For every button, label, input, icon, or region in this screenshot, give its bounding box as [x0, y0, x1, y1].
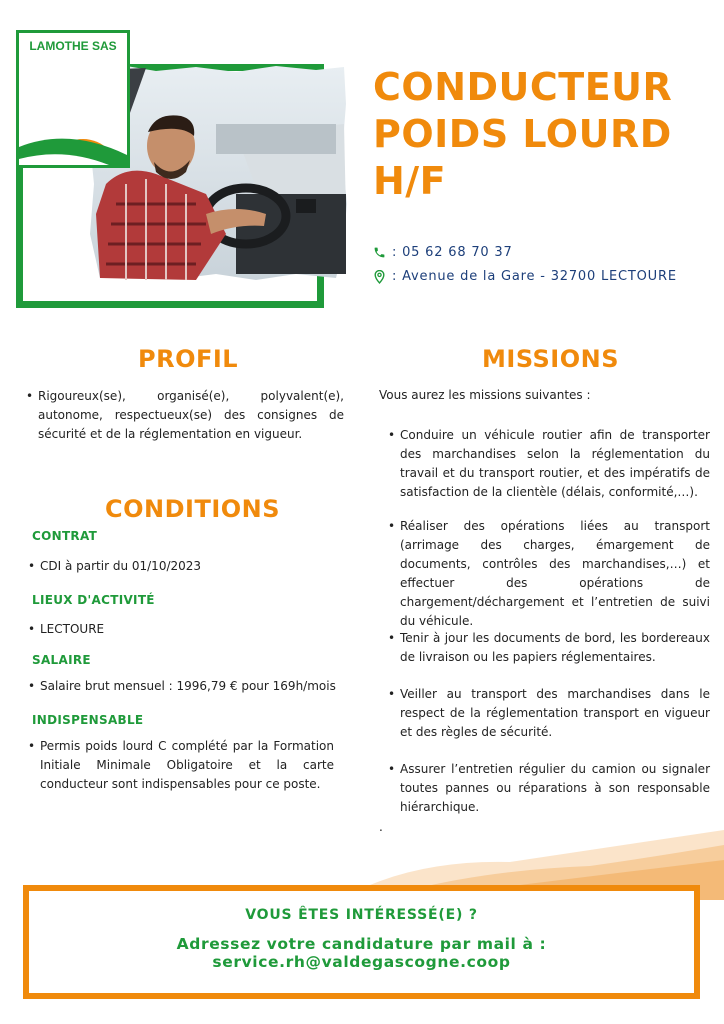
lieux-item: [28, 620, 328, 639]
apply-email-line[interactable]: Adressez votre candidature par mail à : service.rh@valdegascogne.coop: [176, 935, 547, 971]
interest-question: VOUS ÊTES INTÉRESSÉ(E) ?: [245, 907, 478, 923]
mission-item-text: Réaliser des opérations liées au transport (arrimage des charges, émargement de documents, contrôles des marchandises,…) et effectuer des opérations de chargement/déchargement et l’entretien de suivi du véhicule.: [400, 519, 710, 628]
map-pin-icon: [373, 270, 386, 284]
bullet-dot: •: [388, 631, 396, 645]
mission-item-text: Assurer l’entretien régulier du camion ou signaler toutes pannes ou réparations à son responsable hiérarchique.: [400, 762, 710, 814]
conditions-title: CONDITIONS: [105, 495, 281, 523]
mission-item-2: [388, 517, 710, 631]
job-title: [373, 64, 713, 205]
mission-item-1: [388, 426, 710, 502]
indispensable-item-text: Permis poids lourd C complété par la Formation Initiale Minimale Obligatoire et la carte conducteur sont indispensables pour ce poste.: [40, 739, 334, 791]
apply-box: [23, 885, 700, 999]
contrat-item: [28, 557, 328, 576]
mission-item-text: Conduire un véhicule routier afin de transporter des marchandises selon la réglementation du travail et du transport routier, et des impératifs de satisfaction de la clientèle (délais, conformité,…).: [400, 428, 710, 499]
job-title-line-2: POIDS LOURD: [373, 112, 672, 156]
missions-intro: Vous aurez les missions suivantes :: [379, 388, 591, 402]
bullet-dot: •: [28, 739, 36, 753]
mission-item-5: [388, 760, 710, 817]
address-text: : Avenue de la Gare - 32700 LECTOURE: [392, 269, 677, 284]
sunrise-fields-logo-art: [19, 55, 127, 165]
mission-item-4: [388, 685, 710, 742]
indispensable-item: [28, 737, 334, 794]
bullet-dot: •: [388, 687, 396, 701]
company-name: LAMOTHE SAS: [29, 39, 117, 53]
bullet-dot: •: [26, 389, 34, 403]
salaire-label: SALAIRE: [32, 653, 91, 667]
end-mark: .: [379, 820, 383, 834]
profil-title: PROFIL: [138, 345, 239, 373]
lieux-item-text: LECTOURE: [40, 622, 105, 636]
bullet-dot: •: [28, 622, 36, 636]
bullet-dot: •: [28, 559, 36, 573]
lieux-label: LIEUX D'ACTIVITÉ: [32, 593, 155, 607]
salaire-item: [28, 677, 348, 696]
contact-phone: [373, 245, 513, 260]
salaire-item-text: Salaire brut mensuel : 1996,79 € pour 169h/mois: [40, 679, 336, 693]
missions-title: MISSIONS: [482, 345, 620, 373]
company-logo: [16, 30, 130, 168]
profil-item: [26, 387, 344, 444]
bullet-dot: •: [388, 428, 396, 442]
contrat-label: CONTRAT: [32, 529, 98, 543]
bullet-dot: •: [388, 519, 396, 533]
bullet-dot: •: [28, 679, 36, 693]
mission-item-3: [388, 629, 710, 667]
contact-address: [373, 269, 677, 284]
phone-icon: [373, 246, 386, 259]
indispensable-label: INDISPENSABLE: [32, 713, 144, 727]
profil-item-text: Rigoureux(se), organisé(e), polyvalent(e), autonome, respectueux(se) des consignes de sécurité et de la réglementation en vigueur.: [38, 389, 344, 441]
phone-number[interactable]: : 05 62 68 70 37: [392, 245, 513, 260]
job-title-line-1: CONDUCTEUR: [373, 65, 673, 109]
mission-item-text: Veiller au transport des marchandises dans le respect de la réglementation transport en vigueur et des règles de sécurité.: [400, 687, 710, 739]
mission-item-text: Tenir à jour les documents de bord, les bordereaux de livraison ou les papiers réglementaires.: [400, 631, 710, 664]
bullet-dot: •: [388, 762, 396, 776]
contrat-item-text: CDI à partir du 01/10/2023: [40, 559, 202, 573]
job-title-line-3: H/F: [373, 159, 447, 203]
